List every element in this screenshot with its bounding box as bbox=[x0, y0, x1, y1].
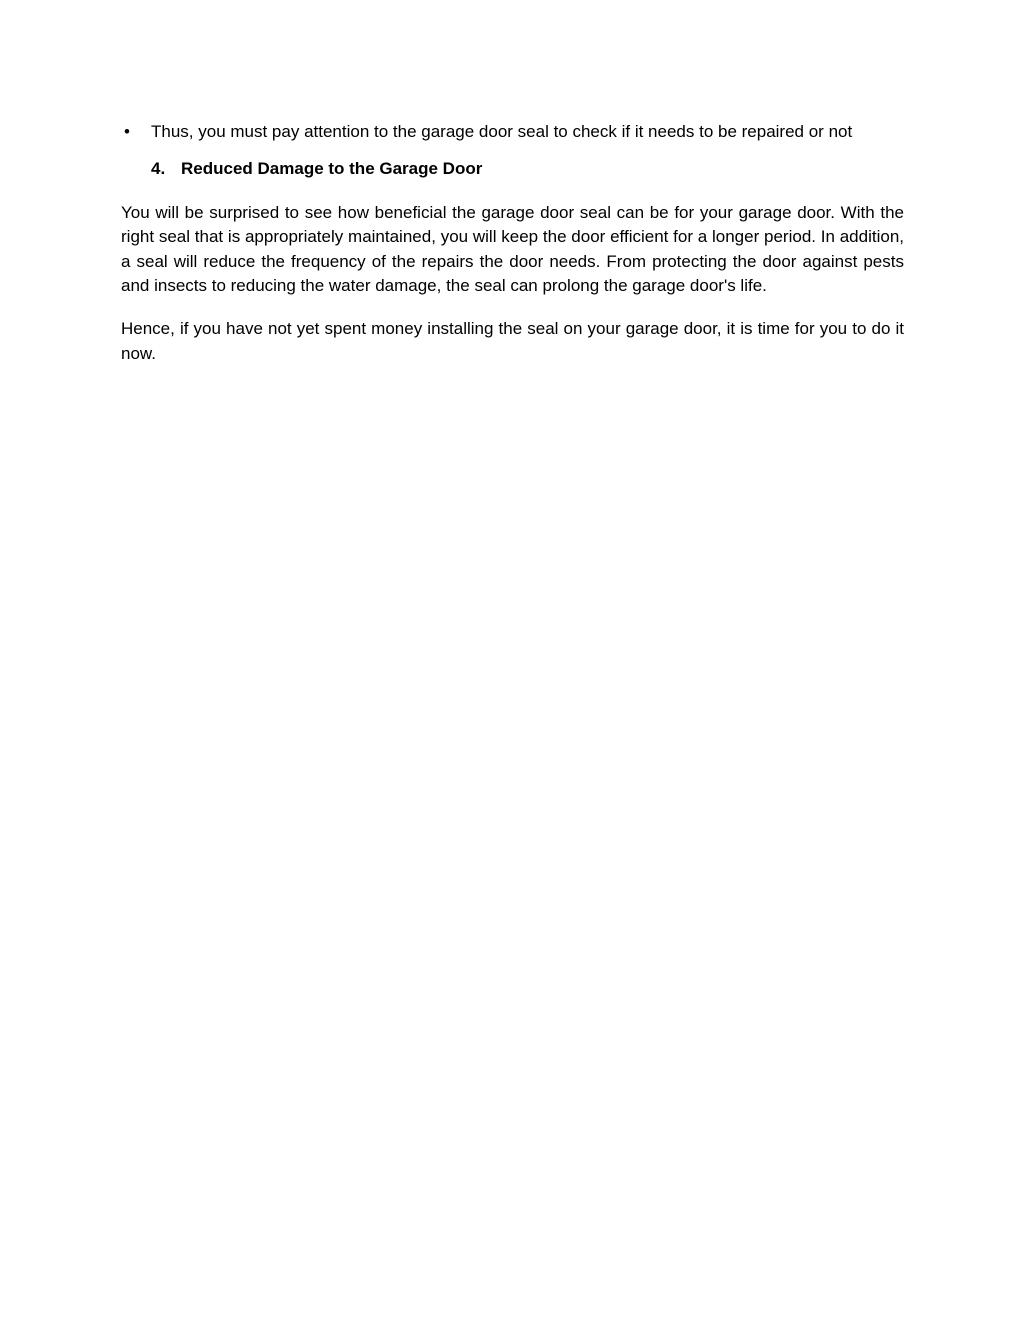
heading-number: 4. bbox=[151, 159, 166, 179]
paragraph-conclusion: Hence, if you have not yet spent money installing the seal on your garage door, it is time for you to do it now. bbox=[121, 319, 904, 363]
bullet-list-item bbox=[121, 120, 904, 144]
paragraph-benefits: You will be surprised to see how beneficial the garage door seal can be for your garage door. With the right seal that is appropriately maintained, you will keep the door efficient for a longer period. In addition, a seal will reduce the frequency of the repairs the door needs. From protecting the door against pests and insects to reducing the water damage, the seal can prolong the garage door's life. bbox=[121, 202, 904, 296]
section-heading bbox=[121, 157, 904, 181]
heading-text: Reduced Damage to the Garage Door bbox=[181, 159, 483, 179]
document-body bbox=[121, 120, 904, 385]
bullet-icon: • bbox=[124, 122, 130, 141]
bullet-text: Thus, you must pay attention to the garage door seal to check if it needs to be repaired or not bbox=[151, 122, 853, 141]
